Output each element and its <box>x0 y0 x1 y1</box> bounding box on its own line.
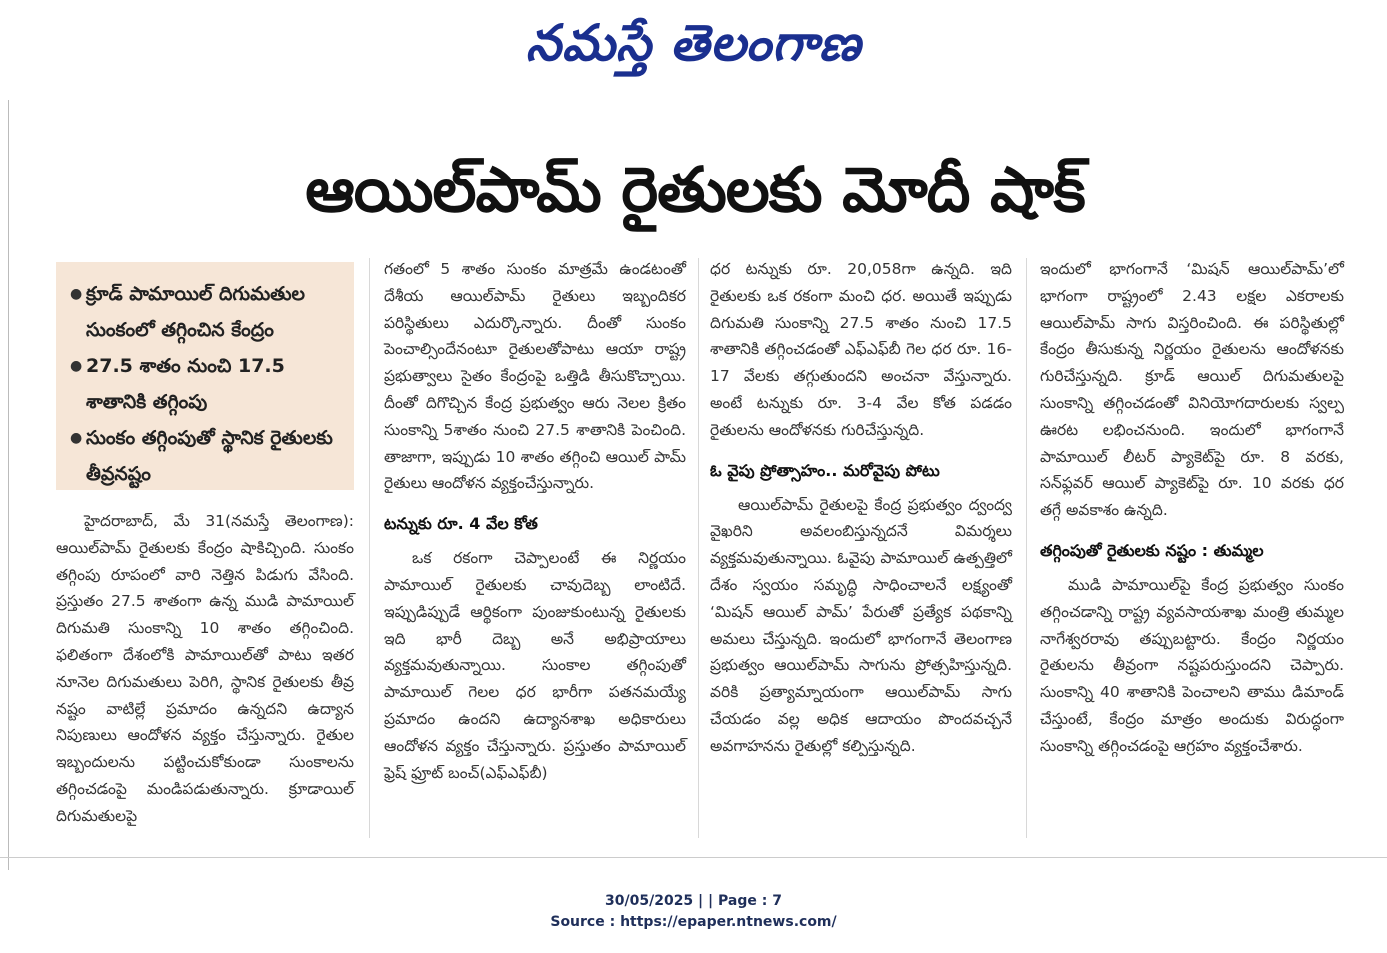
headline <box>40 140 1350 240</box>
highlight-text: క్రూడ్‌ పామాయిల్‌ దిగుమతుల సుంకంలో తగ్గించిన కేంద్రం <box>86 283 306 341</box>
footer-rule <box>0 857 1387 858</box>
article-paragraph: హైదరాబాద్‌, మే 31(నమస్తే తెలంగాణ): ఆయిల్‌పామ్‌ రైతులకు కేంద్రం షాకిచ్చింది. సుంకం తగ్గింపు రూపంలో వారి నెత్తిన పిడుగు వేసింది. ప్రస్తుతం 27.5 శాతంగా ఉన్న ముడి పామాయిల్‌ దిగుమతి సుంకాన్ని 10 శాతం తగ్గించింది. ఫలితంగా దేశంలోకి పామాయిల్‌తో పాటు ఇతర నూనెల దిగుమతులు పెరిగి, స్థానిక రైతులకు తీవ్ర నష్టం వాటిల్లే ప్రమాదం ఉన్నదని ఉద్యాన నిపుణులు ఆందోళన వ్యక్తం చేస్తున్నారు. రైతుల ఇబ్బందులను పట్టించుకోకుండా సుంకాలను తగ్గించడంపై మండిపడుతున్నారు. క్రూడాయిల్‌ దిగుమతులపై <box>56 512 354 825</box>
masthead-logo <box>0 8 1387 78</box>
article-paragraph: ధర టన్నుకు రూ. 20,058గా ఉన్నది. ఇది రైతులకు ఒక రకంగా మంచి ధర. అయితే ఇప్పుడు దిగుమతి సుంకాన్ని 27.5 శాతం నుంచి 17.5 శాతానికి తగ్గించడంతో ఎఫ్‌ఎఫ్‌బీ గెల ధర రూ. 16-17 వేలకు తగ్గుతుందని అంచనా వేస్తున్నారు. అంటే టన్నుకు రూ. 3-4 వేల కోత పడడం రైతులను ఆందోళనకు గురిచేస్తున్నది. <box>710 260 1012 439</box>
article-column-1 <box>56 508 354 830</box>
masthead-title: నమస్తే తెలంగాణ <box>525 14 862 72</box>
bullet-icon: ● <box>70 358 83 374</box>
article-paragraph: ముడి పామాయిల్‌పై కేంద్ర ప్రభుత్వం సుంకం తగ్గించడాన్ని రాష్ట్ర వ్యవసాయశాఖ మంత్రి తుమ్మల నాగేశ్వరరావు తప్పుబట్టారు. కేంద్రం నిర్ణయం రైతులను తీవ్రంగా నష్టపరుస్తుందని చెప్పారు. సుంకాన్ని 40 శాతానికి పెంచాలని తాము డిమాండ్‌ చేస్తుంటే, కేంద్రం మాత్రం అందుకు విరుద్ధంగా సుంకాన్ని తగ్గించడంపై ఆగ్రహం వ్యక్తంచేశారు. <box>1040 575 1344 755</box>
highlight-text: సుంకం తగ్గింపుతో స్థానిక రైతులకు తీవ్రనష్టం <box>86 427 333 485</box>
highlights-box <box>56 262 354 490</box>
highlight-item <box>70 348 344 420</box>
article-paragraph: గతంలో 5 శాతం సుంకం మాత్రమే ఉండటంతో దేశీయ ఆయిల్‌పామ్‌ రైతులు ఇబ్బందికర పరిస్థితులు ఎదుర్కొన్నారు. దీంతో సుంకం పెంచాల్సిందేనంటూ రైతులతోపాటు ఆయా రాష్ట్ర ప్రభుత్వాలు సైతం కేంద్రంపై ఒత్తిడి తీసుకొచ్చాయి. దీంతో దిగొచ్చిన కేంద్ర ప్రభుత్వం ఆరు నెలల క్రితం సుంకాన్ని 5శాతం నుంచి 27.5 శాతానికి పెంచింది. తాజాగా, ఇప్పుడు 10 శాతం తగ్గించి ఆయిల్‌ పామ్‌ రైతులు ఆందోళన వ్యక్తంచేస్తున్నారు. <box>384 260 686 493</box>
left-margin-rule <box>8 100 9 870</box>
subheading: టన్నుకు రూ. 4 వేల కోత <box>384 514 538 534</box>
article-paragraph: ఇందులో భాగంగానే ‘మిషన్‌ ఆయిల్‌పామ్‌’లో భాగంగా రాష్ట్రంలో 2.43 లక్షల ఎకరాలకు ఆయిల్‌పామ్‌ సాగు విస్తరించింది. ఈ పరిస్థితుల్లో కేంద్రం తీసుకున్న నిర్ణయం రైతులను ఆందోళనకు గురిచేస్తున్నది. క్రూడ్‌ ఆయిల్‌ దిగుమతులపై సుంకాన్ని తగ్గించడంతో వినియోగదారులకు స్వల్ప ఊరట లభించనుంది. ఇందులో భాగంగానే పామాయిల్‌ లీటర్‌ ప్యాకెట్‌పై రూ. 8 వరకు, సన్‌ఫ్లవర్‌ ఆయిల్‌ ప్యాకెట్‌పై రూ. 10 వరకు ధర తగ్గే అవకాశం ఉన్నది. <box>1040 260 1344 520</box>
article-column-2 <box>384 256 686 786</box>
article-column-3 <box>710 256 1012 760</box>
headline-text: ఆయిల్‌పామ్‌ రైతులకు మోదీ షాక్‌ <box>305 153 1085 226</box>
highlight-item <box>70 276 344 348</box>
footer-date-page: 30/05/2025 | | Page : 7 <box>605 893 782 909</box>
subheading: ఓ వైపు ప్రోత్సాహం.. మరోవైపు పోటు <box>710 460 940 480</box>
column-divider <box>698 258 699 838</box>
article-paragraph: ఆయిల్‌పామ్‌ రైతులపై కేంద్ర ప్రభుత్వం ద్వంద్వ వైఖరిని అవలంబిస్తున్నదనే విమర్శలు వ్యక్తమవుతున్నాయి. ఓవైపు పామాయిల్‌ ఉత్పత్తిలో దేశం స్వయం సమృద్ధి సాధించాలనే లక్ష్యంతో ‘మిషన్‌ ఆయిల్‌ పామ్‌’ పేరుతో ప్రత్యేక పథకాన్ని అమలు చేస్తున్నది. ఇందులో భాగంగానే తెలంగాణ ప్రభుత్వం ఆయిల్‌పామ్‌ సాగును ప్రోత్సహిస్తున్నది. వరికి ప్రత్యామ్నాయంగా ఆయిల్‌పామ్‌ సాగు చేయడం వల్ల అధిక ఆదాయం పొందవచ్చనే అవగాహనను రైతుల్లో కల్పిస్తున్నది. <box>710 495 1012 755</box>
column-divider <box>369 258 370 838</box>
bullet-icon: ● <box>70 286 83 302</box>
column-divider <box>1026 258 1027 838</box>
footer-source: Source : https://epaper.ntnews.com/ <box>550 914 837 930</box>
bullet-icon: ● <box>70 430 83 446</box>
subheading: తగ్గింపుతో రైతులకు నష్టం : తుమ్మల <box>1040 540 1264 560</box>
highlight-text: 27.5 శాతం నుంచి 17.5 శాతానికి తగ్గింపు <box>86 355 285 413</box>
article-paragraph: ఒక రకంగా చెప్పాలంటే ఈ నిర్ణయం పామాయిల్‌ రైతులకు చావుదెబ్బ లాంటిదే. ఇప్పుడిప్పుడే ఆర్థికంగా పుంజుకుంటున్న రైతులకు ఇది భారీ దెబ్బ అనే అభిప్రాయాలు వ్యక్తమవుతున్నాయి. సుంకాల తగ్గింపుతో పామాయిల్‌ గెలల ధర భారీగా పతనమయ్యే ప్రమాదం ఉందని ఉద్యానశాఖ అధికారులు ఆందోళన వ్యక్తం చేస్తున్నారు. ప్రస్తుతం పామాయిల్‌ ఫ్రెష్‌ ఫ్రూట్‌ బంచ్‌(ఎఫ్‌ఎఫ్‌బీ) <box>384 549 686 782</box>
article-column-4 <box>1040 256 1344 760</box>
highlight-item <box>70 420 344 492</box>
